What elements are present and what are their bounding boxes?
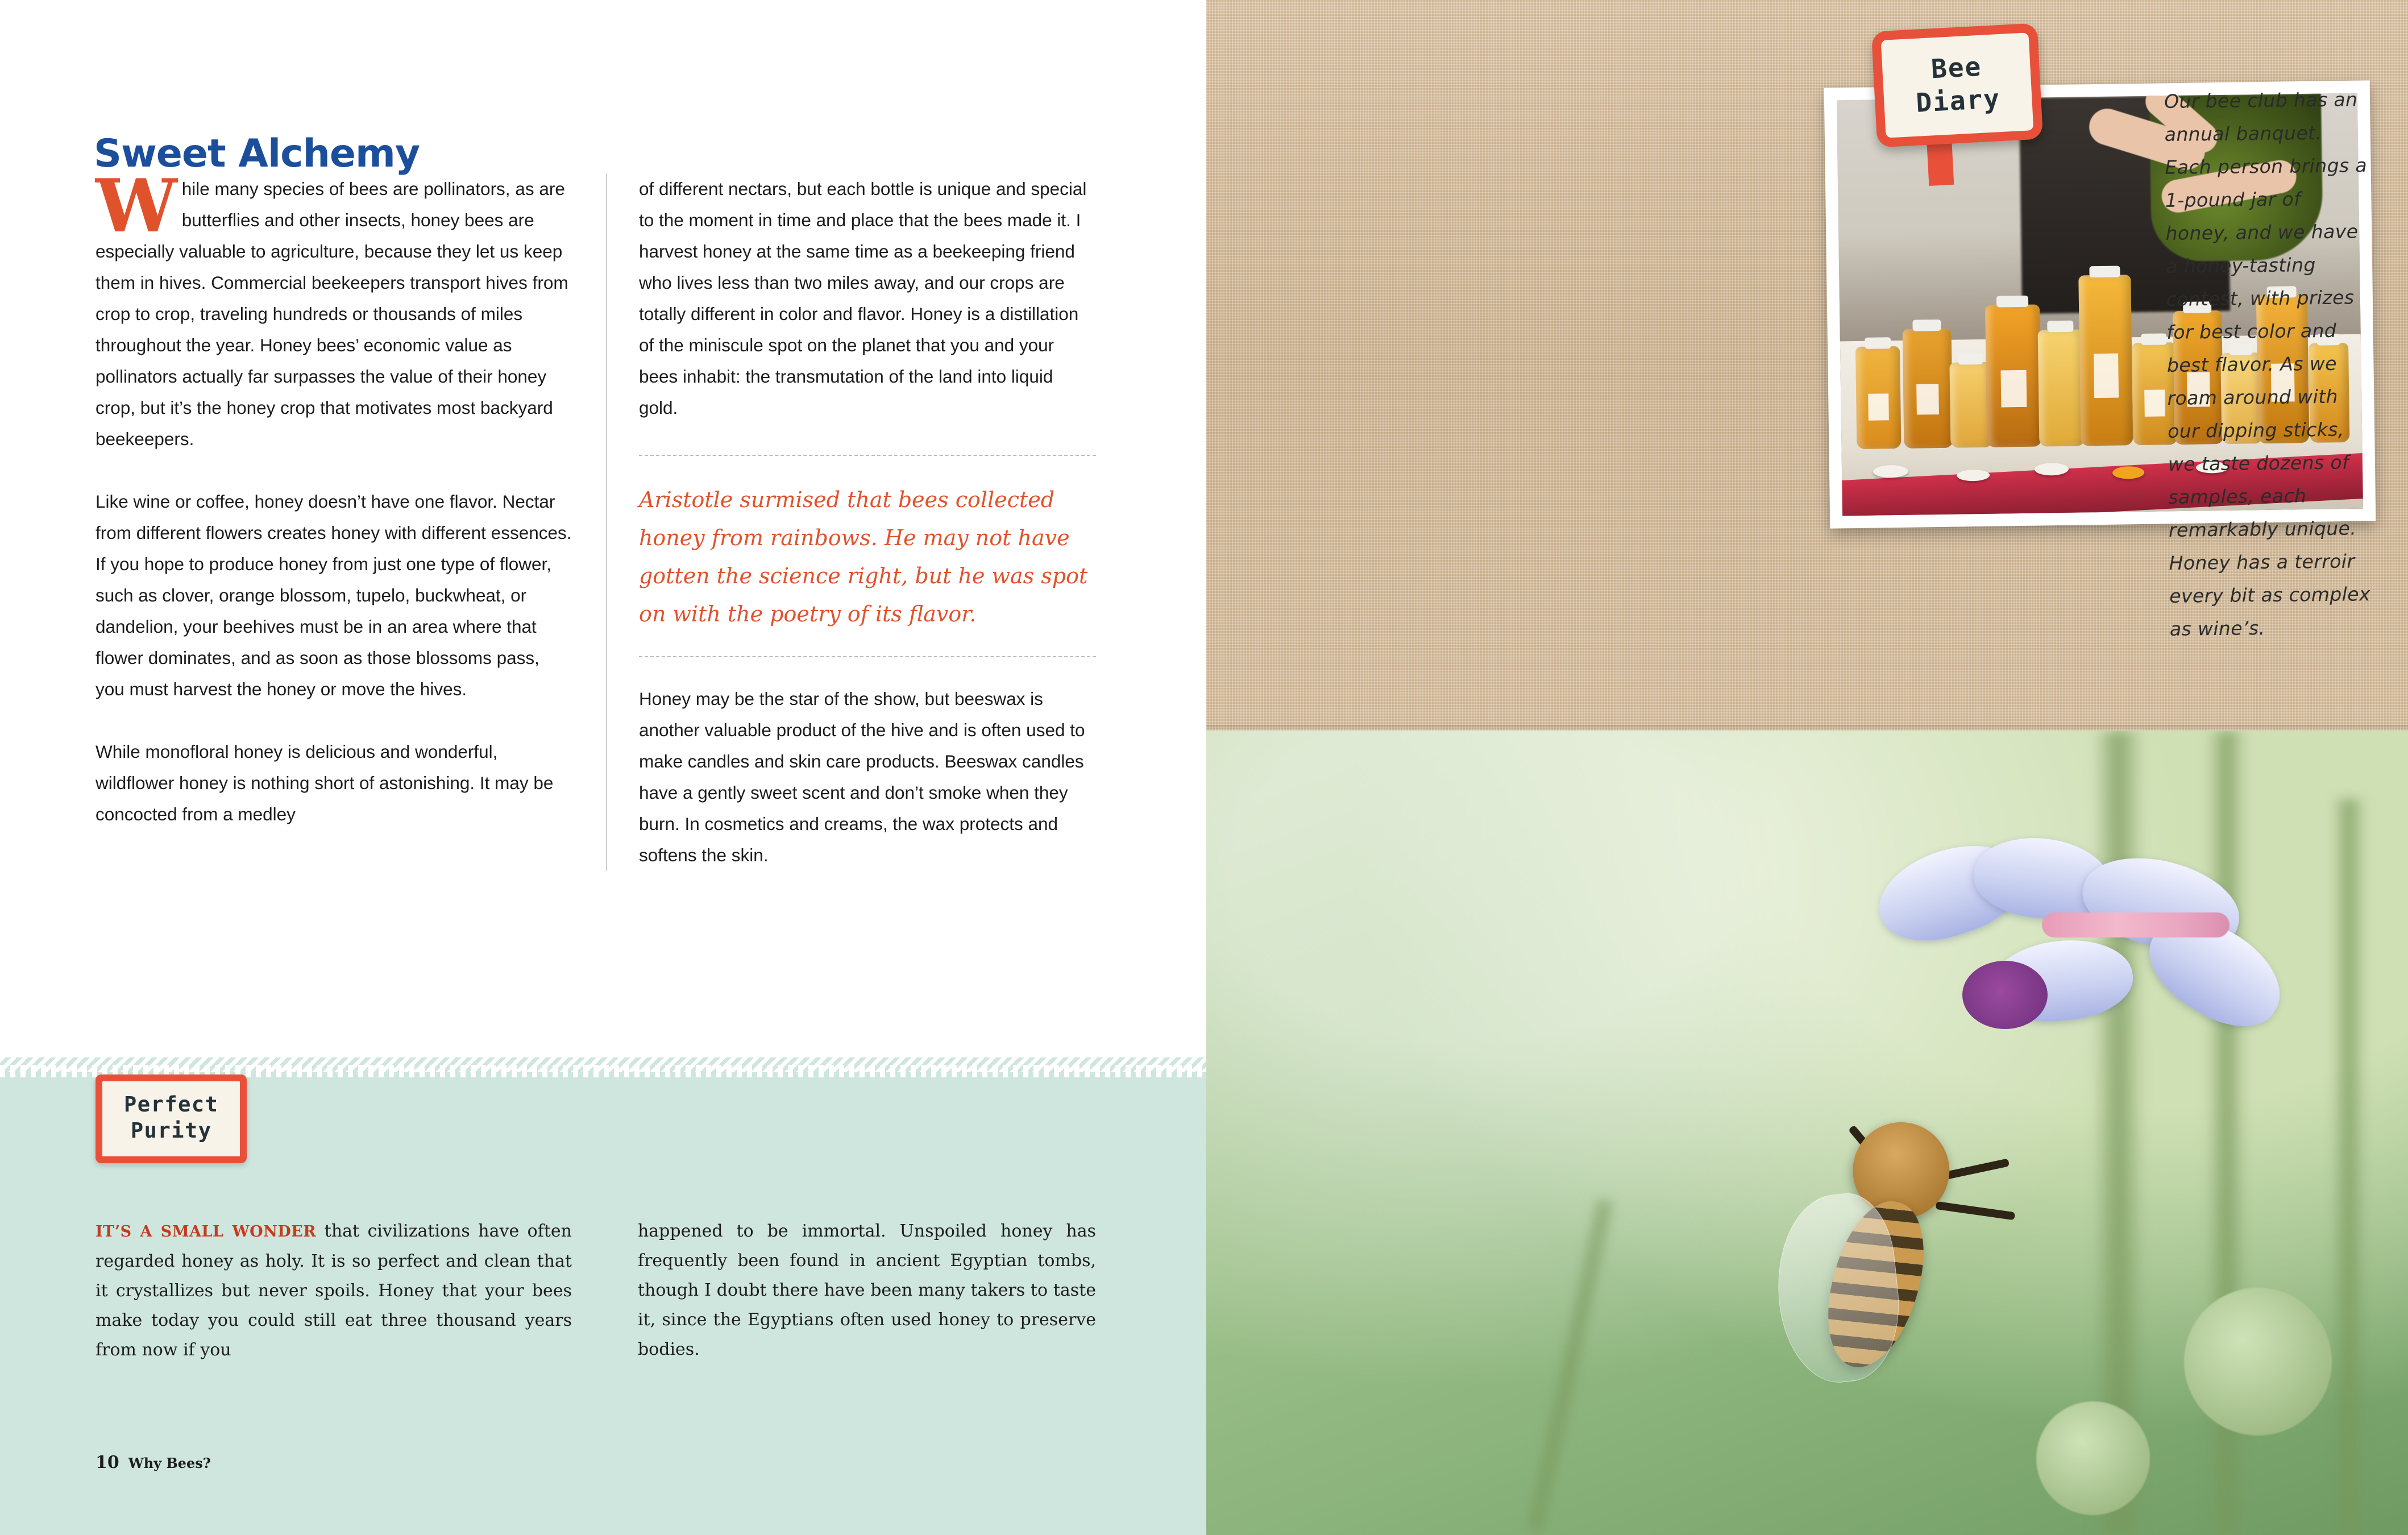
handwritten-note: Our bee club has an annual banquet. Each person brings a 1-pound jar of honey, and we have a honey-tasting contest, with prizes for best color and best flavor. As we roam around with our dipping sticks, we taste dozens of samples, each remarkably unique. Honey has a terroir every bit as complex as wine’s. bbox=[2164, 88, 2371, 640]
sidebar-paragraph-2: happened to be immortal. Unspoiled honey has frequently been found in ancient Egyptian tombs, though I doubt there have been many takers to taste it, since the Egyptians often used honey to preserve bodies. bbox=[637, 1221, 1096, 1359]
purity-label-line2: Purity bbox=[130, 1118, 212, 1143]
page-number: 10 bbox=[96, 1453, 119, 1472]
divider-top bbox=[639, 455, 1096, 456]
paragraph-1-text: hile many species of bees are pollinators, as are butterflies and other insects, honey bees are especially valuable to agriculture, because they let us keep them in hives. Commercial beekeepers transport hives from crop to crop, traveling hundreds or thousands of miles throughout the year. Honey bees’ economic value as pollinators actually far surpasses the value of their honey crop, but it’s the honey crop that motivates most backyard beekeepers. bbox=[96, 179, 568, 449]
bee-diary-line1: Bee bbox=[1930, 51, 1983, 85]
paragraph-1 bbox=[96, 164, 572, 455]
honey-bee bbox=[1772, 1105, 2010, 1408]
sidebar-column-two bbox=[606, 1217, 1096, 1365]
sidebar-lead-in: IT’S A SMALL WONDER bbox=[96, 1223, 317, 1241]
sidebar-column-one bbox=[96, 1217, 572, 1365]
article-columns bbox=[96, 164, 1096, 871]
bee-diary-badge bbox=[1871, 23, 2044, 147]
paragraph-3: While monofloral honey is delicious and wonderful, wildflower honey is nothing short of astonishing. It may be concocted from a medley bbox=[96, 741, 554, 824]
purity-label-line1: Perfect bbox=[124, 1092, 219, 1117]
paragraph-4: of different nectars, but each bottle is unique and special to the moment in time and place that the bees made it. I harvest honey at the same time as a beekeeping friend who lives less than two miles away, and our crops are totally different in color and flavor. Honey is a distillation of the miniscule spot on the planet that you and your bees inhabit: the transmutation of the land into liquid gold. bbox=[638, 179, 1087, 418]
sidebar-paragraph-1 bbox=[96, 1217, 572, 1365]
bee-diary-line2: Diary bbox=[1915, 83, 2002, 118]
pull-quote: Aristotle surmised that bees collected honey from rainbows. He may not have gotten the science right, but he was spot on with the poetry of its flavor. bbox=[638, 487, 1088, 627]
folio bbox=[96, 1453, 211, 1472]
page-title: Sweet Alchemy bbox=[94, 131, 420, 176]
paragraph-5: Honey may be the star of the show, but beeswax is another valuable product of the hive and is often used to make candles and skin care products. Beeswax candles have a gently sweet scent and don’t smoke when they burn. In cosmetics and creams, the wax protects and softens the skin. bbox=[638, 688, 1085, 865]
column-one bbox=[96, 164, 572, 871]
right-page bbox=[1206, 0, 2408, 1535]
bee-on-flower-photo bbox=[1206, 731, 2408, 1535]
section-name: Why Bees? bbox=[128, 1455, 211, 1471]
borage-flower bbox=[1877, 844, 2309, 1094]
sidebar-text-1: that civilizations have often regarded honey as holy. It is so perfect and clean that it crystallizes but never spoils. Honey that your bees make today you could still eat three thousand years from now if you bbox=[96, 1221, 572, 1360]
paragraph-2: Like wine or coffee, honey doesn’t have one flavor. Nectar from different flowers creates honey with different essences. If you hope to produce honey from just one type of flower, such as clover, orange blossom, tupelo, buckwheat, or dandelion, your beehives must be in an area where that flower dominates, and as soon as those blossoms pass, you must harvest the honey or move the hives. bbox=[96, 491, 572, 699]
divider-bottom bbox=[639, 656, 1096, 657]
column-two bbox=[606, 173, 1096, 871]
perfect-purity-label bbox=[96, 1074, 247, 1163]
drop-cap: W bbox=[96, 164, 177, 249]
sidebar-columns bbox=[96, 1217, 1096, 1365]
